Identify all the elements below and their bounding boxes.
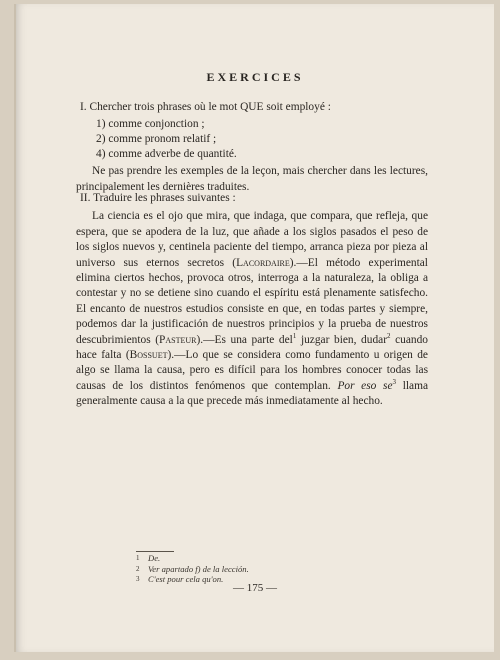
- exercise-section-1: [76, 100, 428, 195]
- footnote: [136, 553, 249, 564]
- author-name: Bossuet: [129, 349, 168, 362]
- list-item-text: comme conjonction ;: [108, 118, 205, 131]
- author-name: Lacordaire: [236, 256, 290, 269]
- list-item: [96, 117, 428, 132]
- list-item-number: 2): [96, 133, 106, 146]
- footnote-number: 1: [136, 554, 140, 562]
- footnote-text: C'est pour cela qu'on.: [148, 574, 224, 584]
- footnote-number: 2: [136, 564, 140, 573]
- exercise-1-instruction: Chercher trois phrases où le mot QUE soit employé :: [89, 101, 331, 113]
- list-item: [96, 132, 428, 147]
- text-run: juzgar bien, dudar: [296, 333, 387, 346]
- text-run: cuando hace falta (: [76, 333, 428, 362]
- footnote-ref: 1: [292, 331, 297, 340]
- page-number: — 175 —: [233, 582, 277, 594]
- exercise-2-number: II.: [80, 192, 91, 204]
- author-name: Pasteur: [159, 333, 197, 346]
- footnote-number: 3: [136, 575, 140, 583]
- text-run: La ciencia es el ojo que mira, que indaga, que compara, que refleja, que espera, que se apodera de la luz, que añade a los siglos pasados el peso de los siglos nuevos y, centinela paciente del tiempo, arranca pieza por pieza al universo sus eternos secretos (: [76, 210, 428, 269]
- book-page: [14, 4, 494, 652]
- italic-phrase: Por eso se: [337, 379, 393, 392]
- list-item-text: comme pronom relatif ;: [108, 133, 217, 146]
- exercise-1-list: [96, 117, 428, 162]
- list-item-number: 1): [96, 118, 106, 131]
- footnote-ref: 3: [392, 378, 397, 387]
- exercise-section-2: [76, 191, 428, 410]
- exercise-2-heading: [76, 191, 428, 206]
- footnote-ref: 2: [386, 331, 391, 340]
- text-run: ).—Es una parte del: [196, 333, 293, 346]
- page-title: EXERCICES: [206, 70, 304, 84]
- exercise-1-number: I.: [80, 101, 87, 113]
- exercise-1-note: Ne pas prendre les exemples de la leçon, mais chercher dans les lectures, principalement les dernières traduites.: [76, 165, 428, 193]
- text-run: ).—Lo que se considera como fundamento u origen de algo se llama la causa, pero es difícil para los hombres conocer todas las causas de los distintos fenómenos que contemplan.: [76, 349, 428, 392]
- exercise-2-instruction: Traduire les phrases suivantes :: [93, 192, 236, 204]
- footnote-text: De.: [148, 553, 161, 563]
- footnotes: [136, 553, 249, 585]
- list-item-number: 4): [96, 148, 106, 161]
- footnote-divider: [136, 551, 174, 552]
- footnote-text: Ver apartado f) de la lección.: [148, 563, 249, 574]
- text-run: ).—El método experimental elimina ciertos hechos, provoca otros, interroga a la naturaleza, la obliga a contestar y no se detiene sino cuando el espíritu está plenamente satisfecho. El encanto de nuestros estudios consiste en que, en todas partes y siempre, podemos dar la justificación de nuestros principios y la prueba de nuestros descubrimientos (: [76, 256, 428, 346]
- exercise-1-heading: [76, 100, 428, 115]
- text-run: llama generalmente causa a la que precede más inmediatamente al hecho.: [76, 379, 428, 408]
- list-item-text: comme adverbe de quantité.: [108, 148, 237, 161]
- footnote: [136, 564, 249, 575]
- translation-paragraph: [76, 209, 428, 409]
- list-item: [96, 147, 428, 162]
